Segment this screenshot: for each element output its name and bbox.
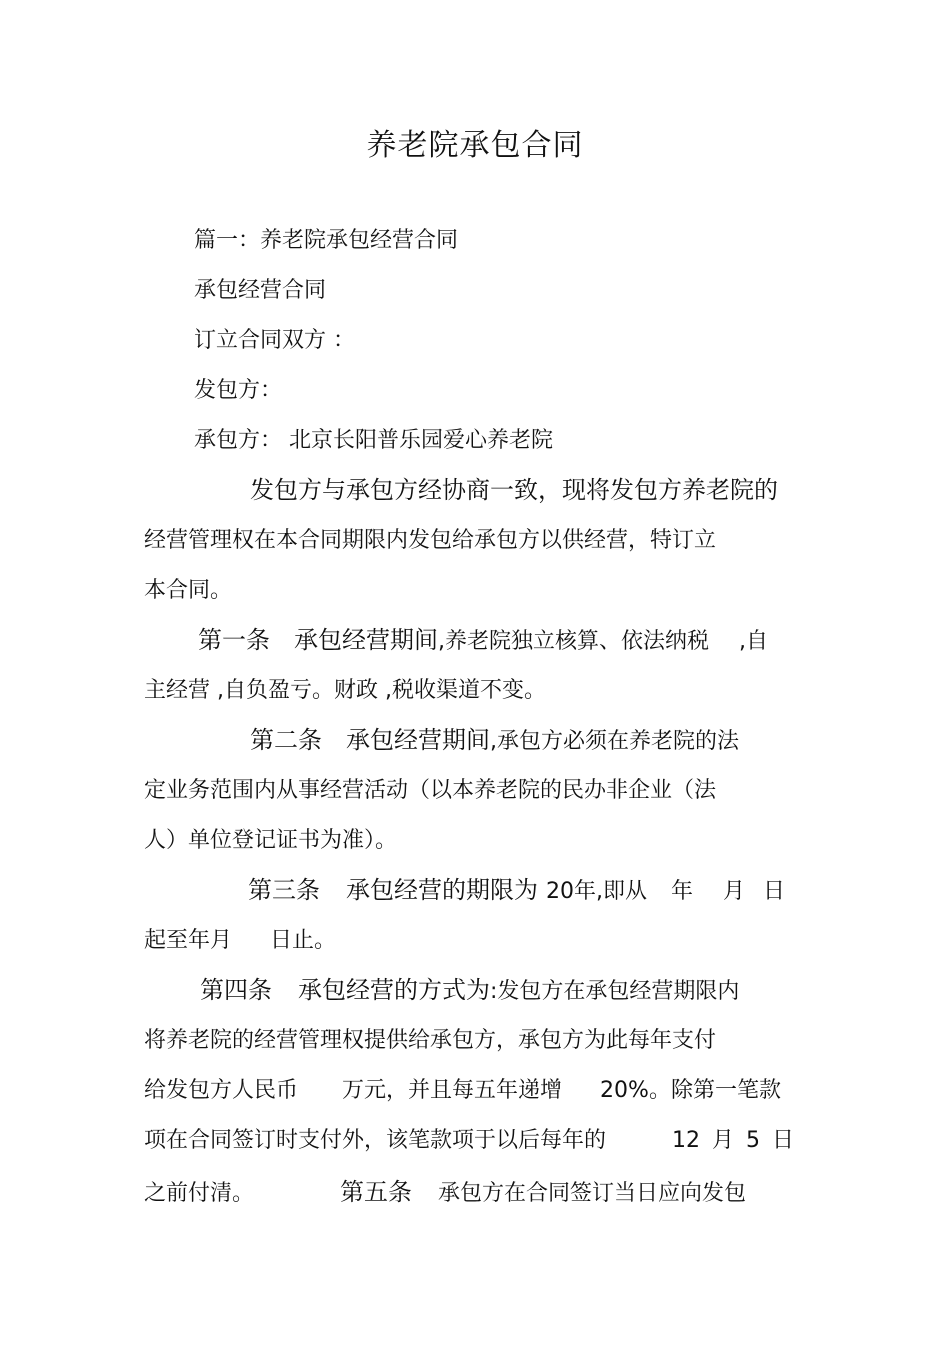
heading-line-4: 发包方： (194, 378, 283, 403)
article4-line5a: 之前付清。 (144, 1181, 255, 1206)
heading-line-1: 篇一：养老院承包经营合同 (194, 228, 459, 253)
article4-line-2: 将养老院的经营管理权提供给承包方，承包方为此每年支付 (144, 1028, 717, 1053)
article4-line-4 (144, 1130, 794, 1152)
article4-line3c: 。除第一笔款 (648, 1078, 781, 1103)
article4-line-3 (144, 1080, 781, 1102)
document-title: 养老院承包合同 (366, 128, 584, 163)
article2-label: 第二条 (250, 726, 322, 754)
article4-label: 第四条 (200, 976, 272, 1004)
article3-year: 年 (671, 879, 694, 904)
heading-line-2: 承包经营合同 (194, 278, 327, 303)
article4-day-num: 5 (746, 1128, 761, 1153)
article4-day: 日 (772, 1128, 795, 1153)
intro-line-3: 本合同。 (144, 578, 233, 603)
article3-label: 第三条 (248, 876, 320, 904)
article4-part1: 承包经营的方式为 (298, 976, 490, 1004)
article3-day: 日 (763, 879, 786, 904)
article5-label: 第五条 (340, 1178, 413, 1206)
article3-line2a: 起至年月 (144, 928, 233, 953)
article3-line-2 (144, 930, 336, 952)
article3-month: 月 (723, 879, 746, 904)
article1-line-1 (198, 628, 768, 653)
intro-line-1: 发包方与承包方经协商一致，现将发包方养老院的 (250, 476, 778, 504)
article2-line-1 (250, 728, 739, 753)
article3-part2: 年,即从 (574, 879, 647, 904)
article1-line-2: 主经营 ,自负盈亏。财政 ,税收渠道不变。 (144, 678, 546, 703)
article4-line3b: 万元，并且每五年递增 (342, 1078, 563, 1103)
article4-line-5 (144, 1180, 746, 1205)
article4-line-1 (200, 978, 739, 1003)
article1-part3: ,自 (739, 629, 768, 654)
article4-month-num: 12 (672, 1128, 701, 1153)
intro-line-2: 经营管理权在本合同期限内发包给承包方以供经营，特订立 (144, 528, 717, 553)
article4-month: 月 (712, 1128, 735, 1153)
article4-rate: 20% (600, 1078, 649, 1103)
article5-part1: 承包方在合同签订当日应向发包 (438, 1181, 747, 1206)
article1-part2: ,养老院独立核算、依法纳税 (438, 629, 709, 654)
article3-line2b: 日止。 (270, 928, 337, 953)
article3-part1: 承包经营的期限为 (346, 876, 538, 904)
article1-label: 第一条 (198, 626, 270, 654)
heading-line-5: 承包方： 北京长阳普乐园爱心养老院 (194, 428, 553, 453)
article4-part2: :发包方在承包经营期限内 (490, 979, 740, 1004)
article3-years: 20 (546, 879, 574, 904)
article2-part2: ,承包方必须在养老院的法 (490, 729, 739, 754)
heading-line-3: 订立合同双方 ： (194, 328, 355, 353)
article2-part1: 承包经营期间 (346, 726, 490, 754)
article3-line-1 (248, 878, 785, 903)
article4-line4a: 项在合同签订时支付外，该笔款项于以后每年的 (144, 1128, 607, 1153)
article2-line-2: 定业务范围内从事经营活动（以本养老院的民办非企业（法 (144, 778, 717, 803)
article1-part1: 承包经营期间 (294, 626, 438, 654)
article4-line3a: 给发包方人民币 (144, 1078, 299, 1103)
article2-line-3: 人）单位登记证书为准）。 (144, 828, 398, 853)
